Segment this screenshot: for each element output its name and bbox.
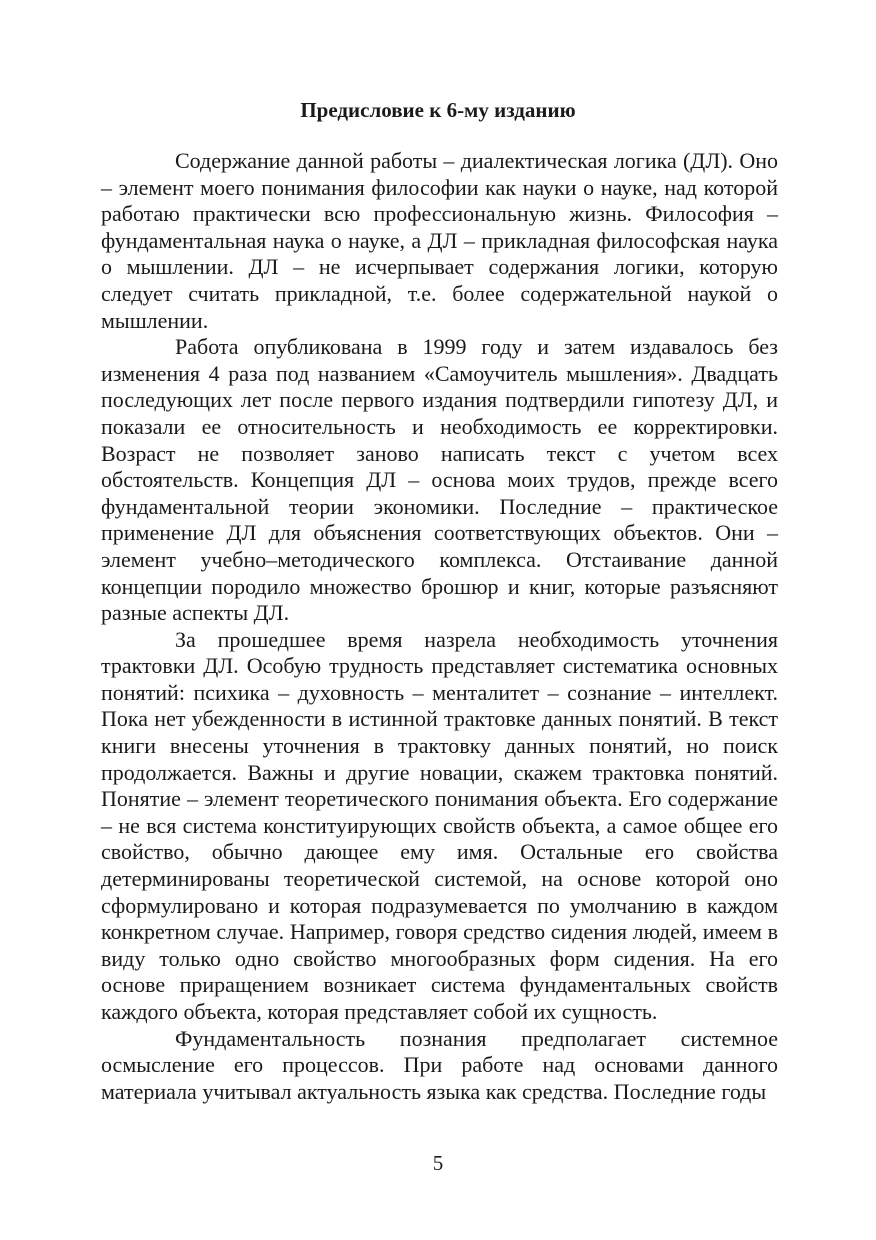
- page-title: Предисловие к 6-му изданию: [300, 98, 576, 122]
- paragraph-4: Фундаментальность познания предполагает системное осмысление его процессов. При работе над основами данного материала учитывал актуальность языка как средства. Последние годы: [101, 1025, 778, 1104]
- paragraph-1: Содержание данной работы – диалектическая логика (ДЛ). Оно – элемент моего понимания философии как науки о науке, над которой работаю практически всю профессиональную жизнь. Философия – фундаментальная наука о науке, а ДЛ – прикладная философская наука о мышлении. ДЛ – не исчерпывает содержания логики, которую следует считать прикладной, т.е. более содержательной наукой о мышлении.: [101, 148, 778, 333]
- paragraph-2: Работа опубликована в 1999 году и затем издавалось без изменения 4 раза под названием «Самоучитель мышления». Двадцать последующих лет после первого издания подтвердили гипотезу ДЛ, и показали ее относительность и необходимость ее корректировки. Возраст не позволяет заново написать текст с учетом всех обстоятельств. Концепция ДЛ – основа моих трудов, прежде всего фундаментальной теории экономики. Последние – практическое применение ДЛ для объяснения соответствующих объектов. Они – элемент учебно–методического комплекса. Отстаивание данной концепции породило множество брошюр и книг, которые разъясняют разные аспекты ДЛ.: [101, 334, 778, 626]
- paragraph-3: За прошедшее время назрела необходимость уточнения трактовки ДЛ. Особую трудность представляет систематика основных понятий: психика – духовность – менталитет – сознание – интеллект. Пока нет убежденности в истинной трактовке данных понятий. В текст книги внесены уточнения в трактовку данных понятий, но поиск продолжается. Важны и другие новации, скажем трактовка понятий. Понятие – элемент теоретического понимания объекта. Его содержание – не вся система конституирующих свойств объекта, а самое общее его свойство, обычно дающее ему имя. Остальные его свойства детерминированы теоретической системой, на основе которой оно сформулировано и которая подразумевается по умолчанию в каждом конкретном случае. Например, говоря средство сидения людей, имеем в виду только одно свойство многообразных форм сидения. На его основе приращением возникает система фундаментальных свойств каждого объекта, которая представляет собой их сущность.: [101, 626, 778, 1024]
- body-text: [101, 148, 778, 1105]
- page-number: 5: [432, 1151, 444, 1175]
